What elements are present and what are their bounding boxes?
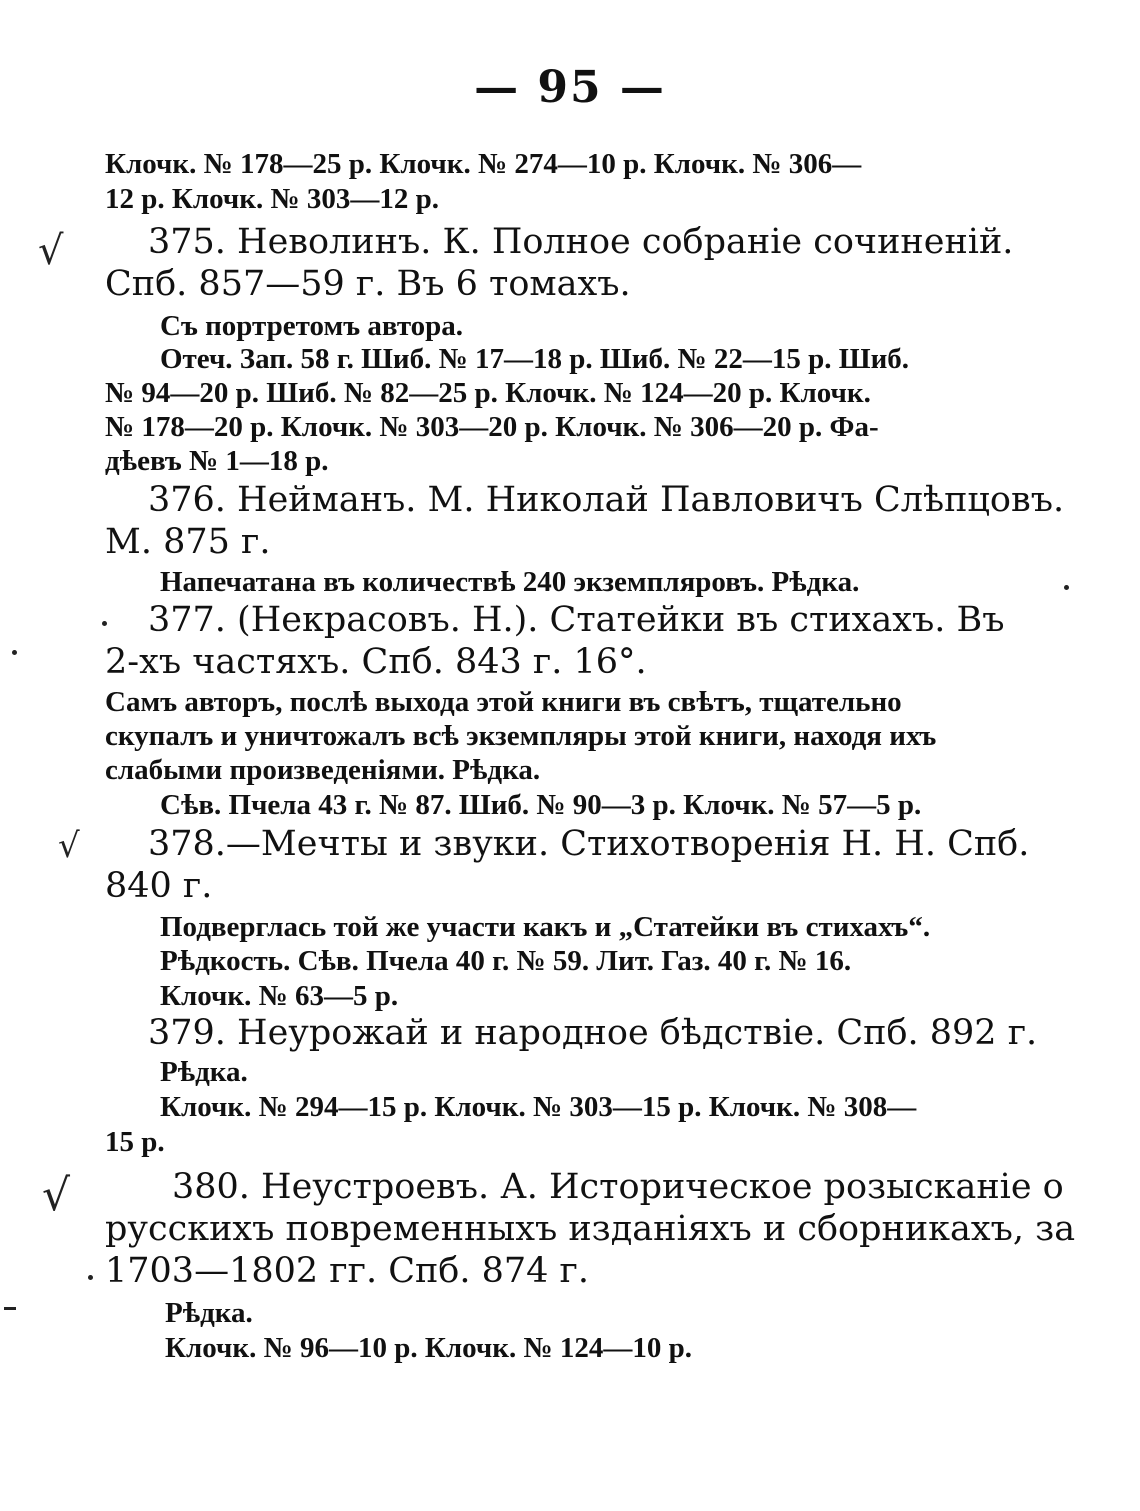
ink-dot — [88, 1275, 93, 1280]
entry-376-imprint: М. 875 г. — [105, 522, 271, 562]
ref-line: Клочк. № 178—25 р. Клочк. № 274—10 р. Клочк. № 306— — [105, 148, 862, 180]
check-mark-icon: √ — [58, 826, 80, 866]
entry-375-refs: Отеч. Зап. 58 г. Шиб. № 17—18 р. Шиб. № 22—15 р. Шиб. — [160, 343, 910, 375]
entry-379-refs: 15 р. — [105, 1126, 165, 1158]
entry-380-title: 380. Неустроевъ. А. Историческое розысканіе о — [172, 1167, 1064, 1207]
ink-dot — [12, 650, 17, 655]
entry-378-note: Подверглась той же участи какъ и „Статейки въ стихахъ“. — [160, 911, 931, 943]
entry-380-imprint: 1703—1802 гг. Спб. 874 г. — [105, 1251, 590, 1291]
entry-376-note: Напечатана въ количествѣ 240 экземпляровъ. Рѣдка. — [160, 566, 860, 598]
entry-375-title: 375. Неволинъ. К. Полное собраніе сочиненій. — [148, 222, 1014, 262]
entry-377-note: слабыми произведеніями. Рѣдка. — [105, 754, 541, 786]
entry-375-refs: дѣевъ № 1—18 р. — [105, 445, 329, 477]
ink-dot — [102, 621, 107, 626]
entry-375-refs: № 94—20 р. Шиб. № 82—25 р. Клочк. № 124—20 р. Клочк. — [105, 377, 871, 409]
entry-377-note: Самъ авторъ, послѣ выхода этой книги въ свѣтъ, тщательно — [105, 686, 902, 718]
ref-line: 12 р. Клочк. № 303—12 р. — [105, 183, 440, 215]
entry-375-refs: № 178—20 р. Клочк. № 303—20 р. Клочк. № 306—20 р. Фа- — [105, 411, 879, 443]
entry-379-refs: Клочк. № 294—15 р. Клочк. № 303—15 р. Клочк. № 308— — [160, 1091, 917, 1123]
entry-380-refs: Клочк. № 96—10 р. Клочк. № 124—10 р. — [165, 1332, 693, 1364]
entry-375-imprint: Спб. 857—59 г. Въ 6 томахъ. — [105, 264, 631, 304]
entry-379-note: Рѣдка. — [160, 1056, 248, 1088]
check-mark-icon: √ — [42, 1170, 71, 1221]
entry-379-title: 379. Неурожай и народное бѣдствіе. Спб. 892 г. — [148, 1013, 1038, 1053]
ink-dot — [1064, 585, 1069, 590]
entry-378-imprint: 840 г. — [105, 866, 213, 906]
entry-378-title: 378.—Мечты и звуки. Стихотворенія Н. Н. Спб. — [148, 824, 1030, 864]
entry-377-imprint: 2-хъ частяхъ. Спб. 843 г. 16°. — [105, 642, 647, 682]
entry-378-note: Рѣдкость. Сѣв. Пчела 40 г. № 59. Лит. Газ. 40 г. № 16. — [160, 945, 852, 977]
entry-377-title: 377. (Некрасовъ. Н.). Статейки въ стихахъ. Въ — [148, 600, 1005, 640]
entry-377-refs: Сѣв. Пчела 43 г. № 87. Шиб. № 90—3 р. Клочк. № 57—5 р. — [160, 789, 922, 821]
entry-376-title: 376. Нейманъ. М. Николай Павловичъ Слѣпцовъ. — [148, 480, 1065, 520]
entry-377-note: скупалъ и уничтожалъ всѣ экземпляры этой книги, находя ихъ — [105, 720, 937, 752]
entry-380-note: Рѣдка. — [165, 1297, 253, 1329]
check-mark-icon: √ — [38, 228, 64, 274]
margin-dash — [4, 1307, 16, 1310]
page-number: — 95 — — [474, 62, 666, 113]
entry-378-refs: Клочк. № 63—5 р. — [160, 980, 399, 1012]
entry-375-note: Съ портретомъ автора. — [160, 310, 464, 342]
entry-380-title: русскихъ повременныхъ изданіяхъ и сборникахъ, за — [105, 1209, 1076, 1249]
